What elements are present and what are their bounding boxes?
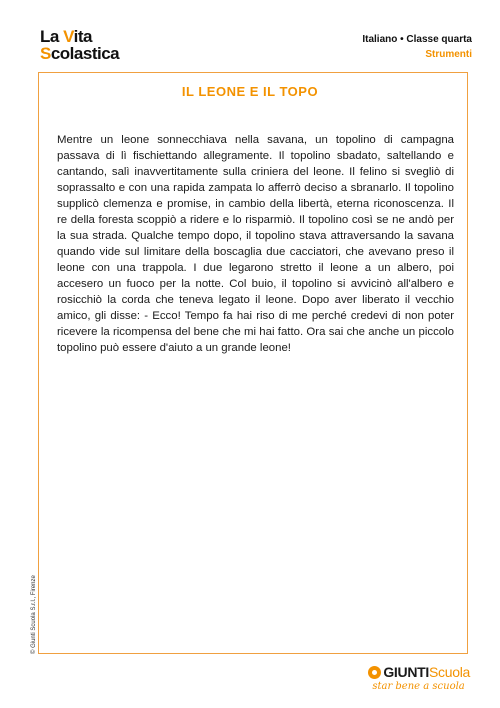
giunti-scuola-logo (368, 664, 470, 692)
subject-label: Italiano • Classe quarta (362, 34, 472, 45)
story-text: Mentre un leone sonnecchiava nella savana, un topolino di campagna passava di lì fischiettando allegramente. Il topolino sbadato, saltellando e cantando, salì inavvertitamente sulla criniera del leone. Il felino si svegliò di soprassalto e con una rapida zampata lo afferrò deciso a sbranarlo. Il topolino supplicò clemenza e promise, in cambio della libertà, eterna riconoscenza. Il re della foresta scoppiò a ridere e lo risparmiò. Il topolino così se ne andò per la sua strada. Qualche tempo dopo, il topolino stava attraversando la savana quando vide sul limitare della boscaglia due cacciatori, che avevano preso il leone con una trappola. I due legarono stretto il leone a un albero, poi accesero un fuoco per la notte. Col buio, il topolino si avvicinò all'albero e rosicchiò la corda che teneva legato il leone. Dopo aver liberato il vecchio amico, gli disse: - Ecco! Tempo fa hai riso di me perché credevi di non poter ricevere la ricompensa del bene che mi hai fatto. Ora sai che anche un piccolo topolino può essere d'aiuto a un grande leone! (57, 134, 454, 354)
logo-text-colastica: colastica (50, 44, 120, 63)
section-label: Strumenti (425, 49, 472, 60)
brand-accent: Scuola (428, 664, 470, 680)
logo-text-ita: ita (73, 27, 92, 46)
logo-text-la: La (40, 27, 64, 46)
giunti-logo-icon (368, 666, 381, 679)
logo-accent-v: V (63, 27, 74, 46)
vita-scolastica-logo (40, 28, 119, 62)
brand-main: GIUNTI (383, 664, 429, 680)
logo-line-2 (40, 45, 119, 62)
header-info (362, 32, 472, 62)
giunti-brand-name (383, 664, 470, 680)
story-title: IL LEONE E IL TOPO (181, 84, 319, 99)
logo-accent-s: S (40, 44, 51, 63)
copyright-notice: © Giunti Scuola S.r.l., Firenze (31, 575, 37, 654)
giunti-brand-row (368, 664, 470, 680)
logo-line-1 (40, 28, 119, 45)
brand-tagline: star bene a scuola (372, 681, 465, 692)
